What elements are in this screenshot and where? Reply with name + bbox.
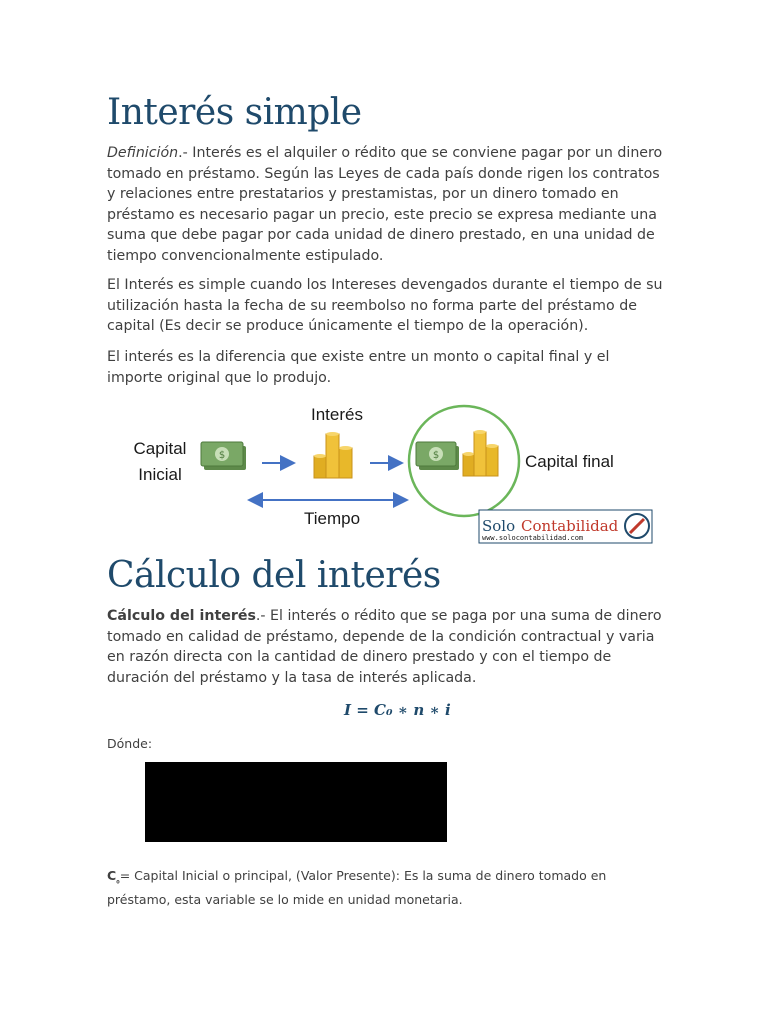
money-bill-icon (416, 442, 459, 470)
tiempo-label: Tiempo (303, 509, 361, 528)
interest-difference-paragraph: El interés es la diferencia que existe entre un monto o capital final y el importe original que lo produjo. (107, 349, 610, 386)
capital-inicial-label-1: Capital (133, 439, 187, 458)
redacted-image-block (145, 762, 447, 842)
solocontabilidad-logo (479, 510, 652, 543)
coins-icon (463, 430, 498, 476)
calculo-text: .- El interés o rédito que se paga por una suma de dinero tomado en calidad de préstamo, depende de la condición contractual y varia en razón directa con la cantidad de dinero prestado y con el tiempo de duración del préstamo y la tasa de interés aplicada. (107, 608, 662, 686)
simple-interest-paragraph: El Interés es simple cuando los Intereses devengados durante el tiempo de su utilización hasta la fecha de su reembolso no forma parte del préstamo de capital (Es decir se produce únicamente el tiempo de la operación). (107, 277, 663, 334)
c0-text: = Capital Inicial o principal, (Valor Presente): Es la suma de dinero tomado en préstamo, esta variable se lo mide en unidad monetaria. (107, 867, 607, 907)
capital-inicial-label-2: Inicial (138, 465, 182, 484)
definition-paragraph (107, 143, 663, 266)
definition-label: Definición (107, 145, 179, 161)
logo-solo-text: Solo (482, 517, 516, 535)
calculo-paragraph (107, 606, 663, 688)
section-title-calculo: Cálculo del interés (107, 555, 441, 596)
section-title-interes-simple: Interés simple (107, 92, 362, 133)
interest-formula: I = C₀ ∗ n ∗ i (344, 701, 451, 719)
definition-text: .- Interés es el alquiler o rédito que se conviene pagar por un dinero tomado en préstamo. Según las Leyes de cada país donde rigen los contratos y relaciones entre prestatarios y prestamistas, por un dinero tomado en préstamo es necesario pagar un precio, este precio se expresa mediante una suma que debe pagar por cada unidad de dinero prestado, en una unidad de tiempo convencionalmente estipulado. (107, 145, 663, 264)
svg-text:$: $ (432, 450, 440, 461)
c0-symbol: $C_{_0}$ (107, 867, 120, 885)
c0-definition (107, 866, 667, 910)
logo-contabilidad-text: Contabilidad (521, 517, 619, 535)
interes-label: Interés (311, 405, 363, 424)
donde-label: Dónde: (107, 736, 153, 751)
svg-text:$: $ (218, 450, 226, 461)
capital-final-label: Capital final (525, 452, 614, 471)
calculo-label: Cálculo del interés (107, 608, 256, 624)
logo-url-text: www.solocontabilidad.com (482, 534, 584, 542)
money-bill-icon (201, 442, 246, 470)
coins-icon (314, 432, 352, 478)
interest-diagram (107, 396, 667, 546)
